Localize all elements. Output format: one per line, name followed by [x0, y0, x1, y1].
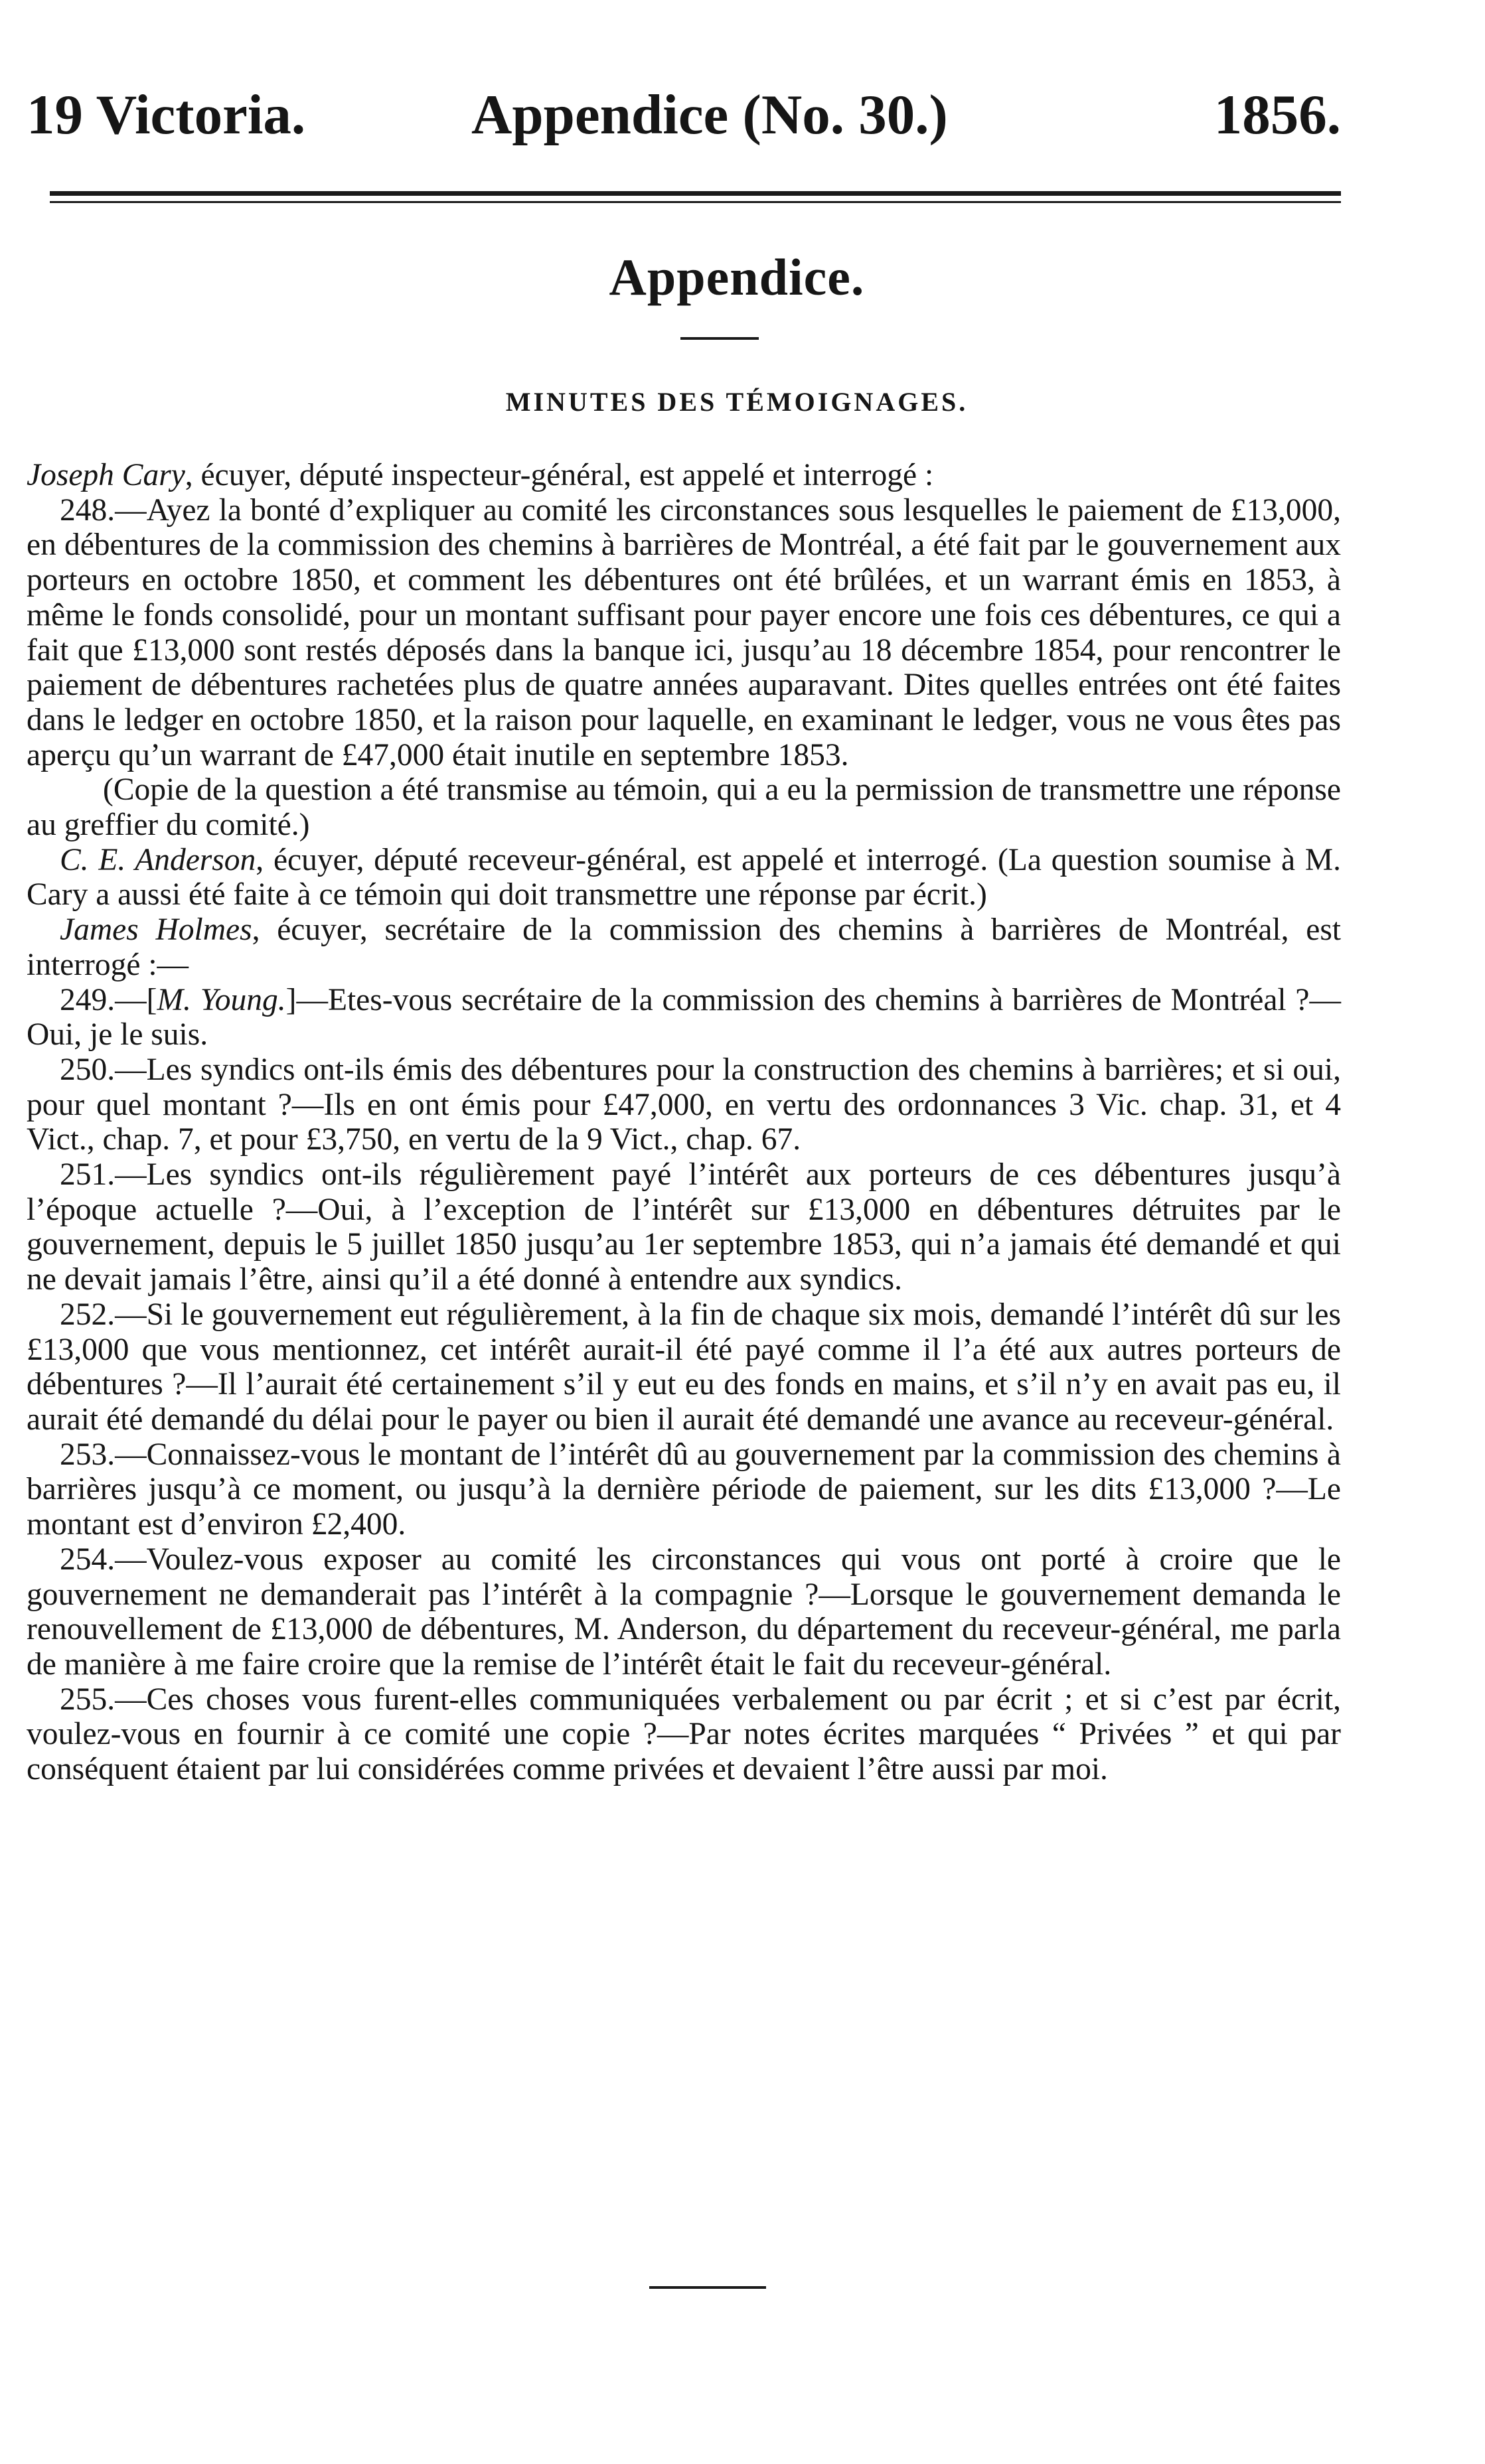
- paragraph-text: 250.—Les syndics ont-ils émis des débentures pour la construction des chemins à barrières; et si oui, pour quel montant ?—Ils en ont émis pour £47,000, en vertu des ordonnances 3 Vic. chap. 31, et 4 Vict., chap. 7, et pour £3,750, en vertu de la 9 Vict., chap. 67.: [27, 1052, 1341, 1157]
- paragraph-question-255: [27, 1682, 1341, 1787]
- testimony-body: [27, 458, 1341, 1787]
- questioner-name: M. Young.: [157, 982, 286, 1017]
- paragraph-question-251: [27, 1157, 1341, 1297]
- paragraph-text: , écuyer, député receveur-général, est appelé et interrogé. (La question soumise à M. Cary a aussi été faite à ce témoin qui doit transmettre une réponse par écrit.): [27, 842, 1341, 912]
- running-header: [27, 78, 1341, 151]
- paragraph-text: ]—Etes-vous secrétaire de la commission des chemins à barrières de Montréal ?—Oui, je le suis.: [27, 982, 1342, 1052]
- paragraph-text: 248.—Ayez la bonté d’expliquer au comité les circonstances sous lesquelles le paiement de £13,000, en débentures de la commission des chemins à barrières de Montréal, a été fait par le gouvernement aux porteurs en octobre 1850, et comment les débentures ont été brûlées, et un warrant émis en 1853, à même le fonds consolidé, pour un montant suffisant pour payer encore une fois ces débentures, ce qui a fait que £13,000 sont restés déposés dans la banque ici, jusqu’au 18 décembre 1854, pour rencontrer le paiement de débentures rachetées plus de quatre années auparavant. Dites quelles entrées ont été faites dans le ledger en octobre 1850, et la raison pour laquelle, en examinant le ledger, vous ne vous êtes pas aperçu qu’un warrant de £47,000 était inutile en septembre 1853.: [27, 492, 1341, 772]
- paragraph-text: 252.—Si le gouvernement eut régulièrement, à la fin de chaque six mois, demandé l’intérêt dû sur les £13,000 que vous mentionnez, cet intérêt aurait-il été payé comme il l’a été aux autres porteurs de débentures ?—Il l’aurait été certainement s’il y eut eu des fonds en mains, et s’il n’y en avait pas eu, il aurait été demandé du délai pour le payer ou bien il aurait été demandé une avance au receveur-général.: [27, 1297, 1341, 1437]
- paragraph-text: (Copie de la question a été transmise au témoin, qui a eu la permission de transmettre une réponse au greffier du comité.): [27, 772, 1341, 843]
- witness-name: James Holmes: [60, 912, 252, 948]
- paragraph-question-254: [27, 1542, 1341, 1682]
- paragraph-question-253: [27, 1437, 1341, 1542]
- paragraph-note-copy: [27, 772, 1341, 842]
- paragraph-text: , écuyer, député inspecteur-général, est appelé et interrogé :: [185, 458, 934, 492]
- paragraph-question-252: [27, 1297, 1341, 1437]
- header-rule-thin: [50, 201, 1341, 203]
- header-appendix-number: Appendice (No. 30.): [471, 84, 948, 146]
- header-year: 1856.: [1213, 84, 1341, 146]
- paragraph-question-248: [27, 493, 1341, 773]
- paragraph-witness-cary: [27, 458, 1341, 493]
- header-session: 19 Victoria.: [27, 84, 306, 146]
- paragraph-text: , écuyer, secrétaire de la commission des chemins à barrières de Montréal, est interrogé :—: [27, 912, 1341, 982]
- witness-name: C. E. Anderson: [60, 842, 256, 877]
- paragraph-text: 255.—Ces choses vous furent-elles communiquées verbalement ou par écrit ; et si c’est par écrit, voulez-vous en fournir à ce comité une copie ?—Par notes écrites marquées “ Privées ” et qui par conséquent étaient par lui considérées comme privées et devaient l’être aussi par moi.: [27, 1682, 1341, 1787]
- paragraph-question-250: [27, 1052, 1341, 1157]
- paragraph-text: 251.—Les syndics ont-ils régulièrement payé l’intérêt aux porteurs de ces débentures jusqu’à l’époque actuelle ?—Oui, à l’exception de l’intérêt sur £13,000 en débentures détruites par le gouvernement, depuis le 5 juillet 1850 jusqu’au 1er septembre 1853, qui n’a jamais été demandé et qui ne devait jamais l’être, ainsi qu’il a été donné à entendre aux syndics.: [27, 1157, 1341, 1297]
- header-double-rule: [50, 191, 1341, 206]
- title-divider: [680, 337, 759, 340]
- paragraph-text: 253.—Connaissez-vous le montant de l’intérêt dû au gouvernement par la commission des chemins à barrières jusqu’à ce moment, ou jusqu’à la dernière période de paiement, sur les dits £13,000 ?—Le montant est d’environ £2,400.: [27, 1437, 1341, 1542]
- section-title: Appendice.: [609, 248, 865, 306]
- paragraph-prefix: 249.—[: [60, 982, 157, 1017]
- witness-name: Joseph Cary: [27, 458, 185, 492]
- paragraph-witness-holmes: [27, 912, 1341, 982]
- header-rule-thick: [50, 191, 1341, 196]
- paragraph-text: 254.—Voulez-vous exposer au comité les circonstances qui vous ont porté à croire que le gouvernement ne demanderait pas l’intérêt à la compagnie ?—Lorsque le gouvernement demanda le renouvellement de £13,000 de débentures, M. Anderson, du département du receveur-général, me parla de manière à me faire croire que la remise de l’intérêt était le fait du receveur-général.: [27, 1542, 1341, 1682]
- paragraph-question-249: [27, 983, 1341, 1052]
- section-subtitle: MINUTES DES TÉMOIGNAGES.: [505, 387, 969, 417]
- end-divider: [649, 2286, 766, 2289]
- paragraph-witness-anderson: [27, 843, 1341, 912]
